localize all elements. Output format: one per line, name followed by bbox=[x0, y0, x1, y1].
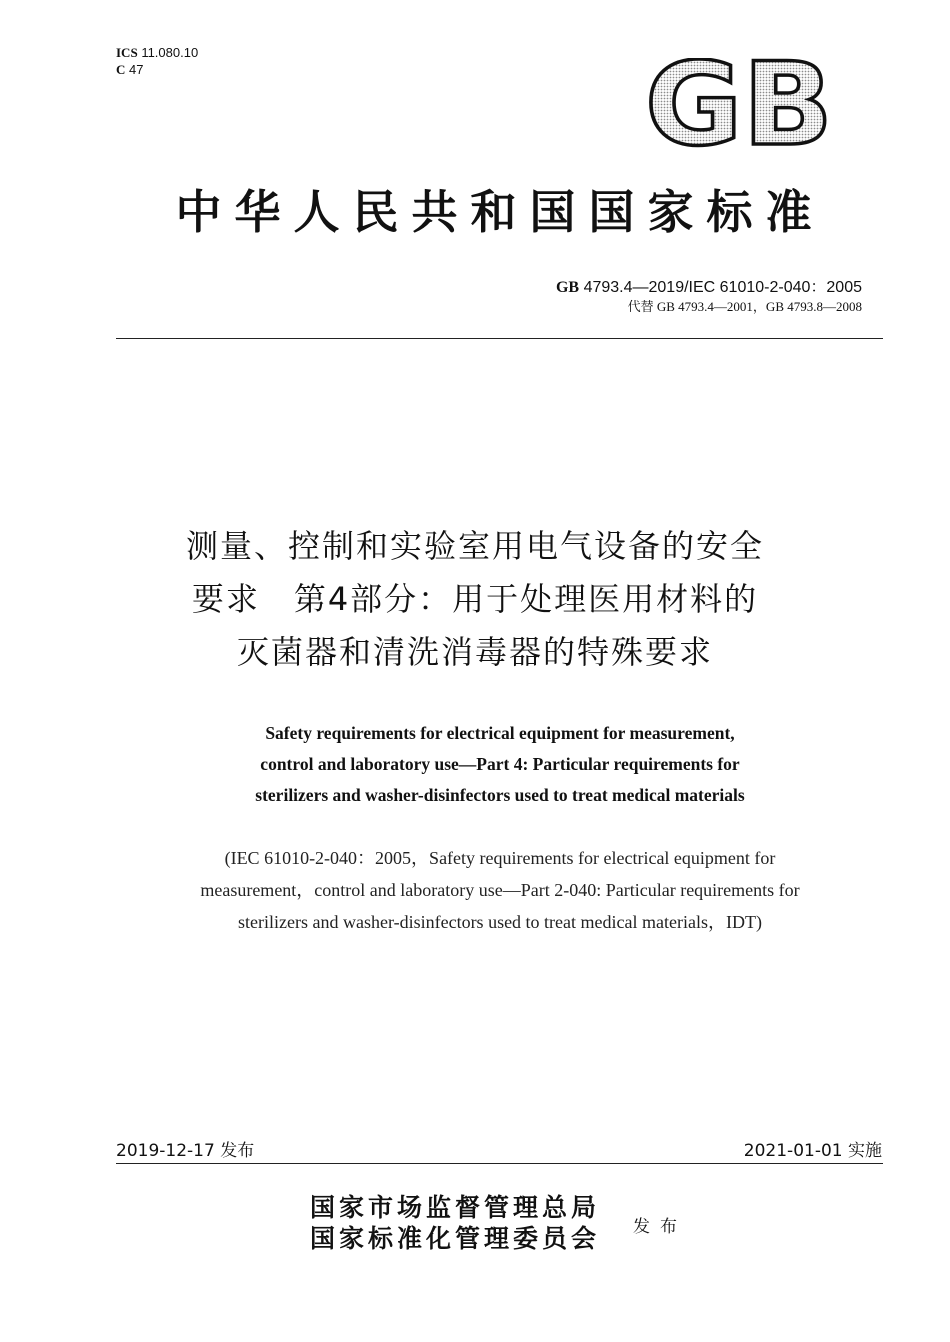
header-divider bbox=[116, 338, 883, 339]
replaces-standards: 代替 GB 4793.4—2001，GB 4793.8—2008 bbox=[627, 299, 862, 314]
publication-date: 2019-12-17 发布 bbox=[116, 1141, 255, 1161]
chinese-title-line: 要求 第4部分：用于处理医用材料的 bbox=[191, 580, 759, 618]
chinese-title bbox=[70, 520, 880, 679]
implementation-date: 2021-01-01 实施 bbox=[743, 1141, 882, 1161]
english-title bbox=[100, 718, 900, 811]
footer-divider bbox=[116, 1163, 883, 1164]
svg-text:GB: GB bbox=[645, 58, 833, 150]
english-title-line: sterilizers and washer-disinfectors used to treat medical materials bbox=[255, 785, 745, 805]
adoption-line: (IEC 61010-2-040：2005，Safety requirements for electrical equipment for bbox=[224, 848, 776, 868]
english-title-line: control and laboratory use—Part 4: Particular requirements for bbox=[260, 754, 740, 774]
issuing-authorities bbox=[310, 1192, 600, 1254]
english-title-line: Safety requirements for electrical equipment for measurement, bbox=[265, 723, 735, 743]
adoption-line: measurement，control and laboratory use—Part 2-040: Particular requirements for bbox=[200, 880, 800, 900]
issue-label: 发布 bbox=[633, 1217, 687, 1237]
ccs-code: C 47 bbox=[116, 62, 144, 77]
national-standard-title: 中华人民共和国国家标准 bbox=[175, 185, 825, 239]
gb-logo-icon bbox=[645, 58, 835, 150]
adoption-line: sterilizers and washer-disinfectors used to treat medical materials，IDT) bbox=[238, 912, 762, 932]
ics-code: ICS 11.080.10 bbox=[116, 45, 199, 60]
issuer-sac: 国家标准化管理委员会 bbox=[310, 1224, 601, 1253]
standard-number: GB 4793.4—2019/IEC 61010-2-040：2005 bbox=[555, 279, 862, 296]
issuer-samr: 国家市场监督管理总局 bbox=[310, 1193, 601, 1222]
chinese-title-line: 灭菌器和清洗消毒器的特殊要求 bbox=[236, 633, 713, 671]
classification-codes bbox=[116, 44, 198, 78]
chinese-title-line: 测量、控制和实验室用电气设备的安全 bbox=[185, 527, 764, 565]
adoption-statement bbox=[60, 842, 940, 938]
